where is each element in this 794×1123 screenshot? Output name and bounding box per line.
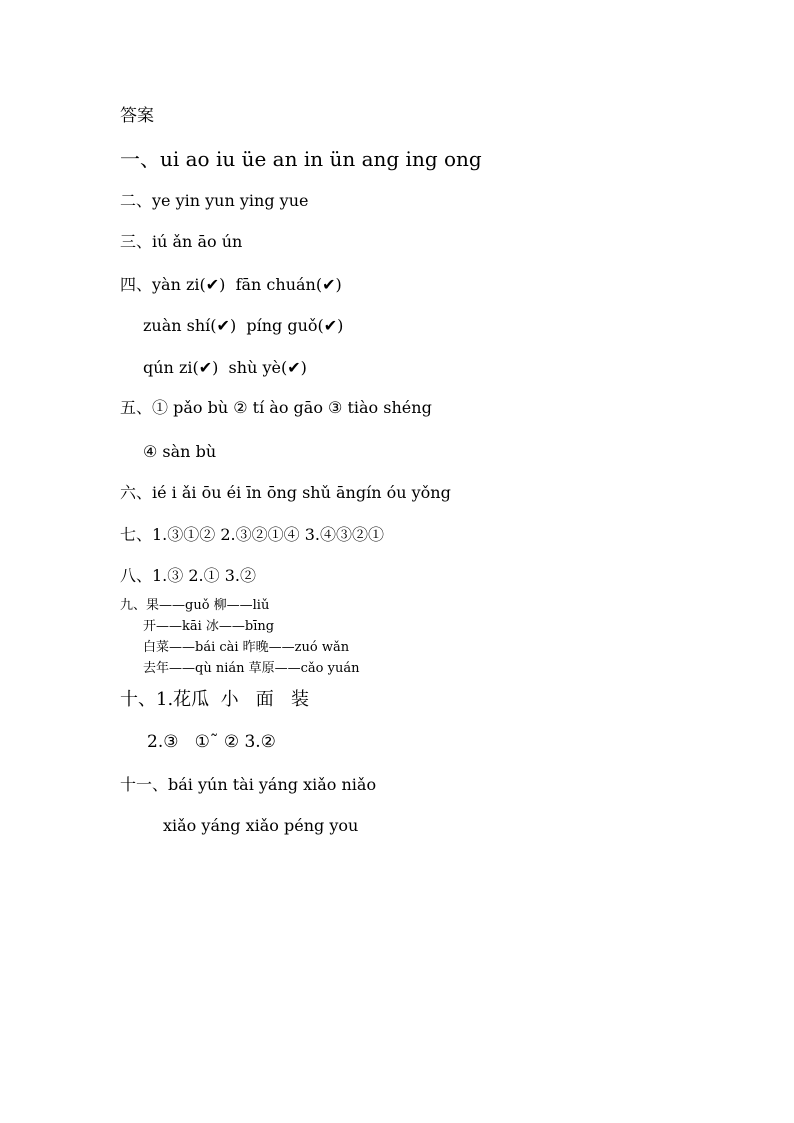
q5-line-1: 五、① pǎo bù ② tí ào gāo ③ tiào shéng [120,398,432,417]
q1-line: 一、ui ao iu üe an in ün ang ing ong [120,147,482,171]
q10-line-2: 2.③ ①˜ ② 3.② [147,732,276,752]
q2-line: 二、ye yin yun ying yue [120,191,309,210]
q9-line-1: 九、果——guǒ 柳——liǔ [120,598,270,613]
q6-line: 六、ié i ǎi ōu éi īn ōng shǔ āngín óu yǒng [120,483,451,502]
q4-line-1: 四、yàn zi(✔) fān chuán(✔) [120,275,342,294]
q7-line: 七、1.③①② 2.③②①④ 3.④③②① [120,525,384,544]
q9-line-3: 白菜——bái cài 昨晚——zuó wǎn [143,640,350,655]
q9-line-2: 开——kāi 冰——bīng [143,619,275,634]
q8-line: 八、1.③ 2.① 3.② [120,566,256,585]
q9-line-4: 去年——qù nián 草原——cǎo yuán [143,661,360,676]
q3-line: 三、iú ǎn āo ún [120,232,243,251]
q11-line-2: xiǎo yáng xiǎo péng you [163,816,359,835]
q4-line-2: zuàn shí(✔) píng guǒ(✔) [143,316,344,335]
q10-line-1: 十、1.花瓜 小 面 装 [120,689,309,710]
q5-line-2: ④ sàn bù [143,442,217,461]
q11-line-1: 十一、bái yún tài yáng xiǎo niǎo [120,775,377,794]
answer-heading: 答案 [120,106,154,126]
q4-line-3: qún zi(✔) shù yè(✔) [143,358,307,377]
